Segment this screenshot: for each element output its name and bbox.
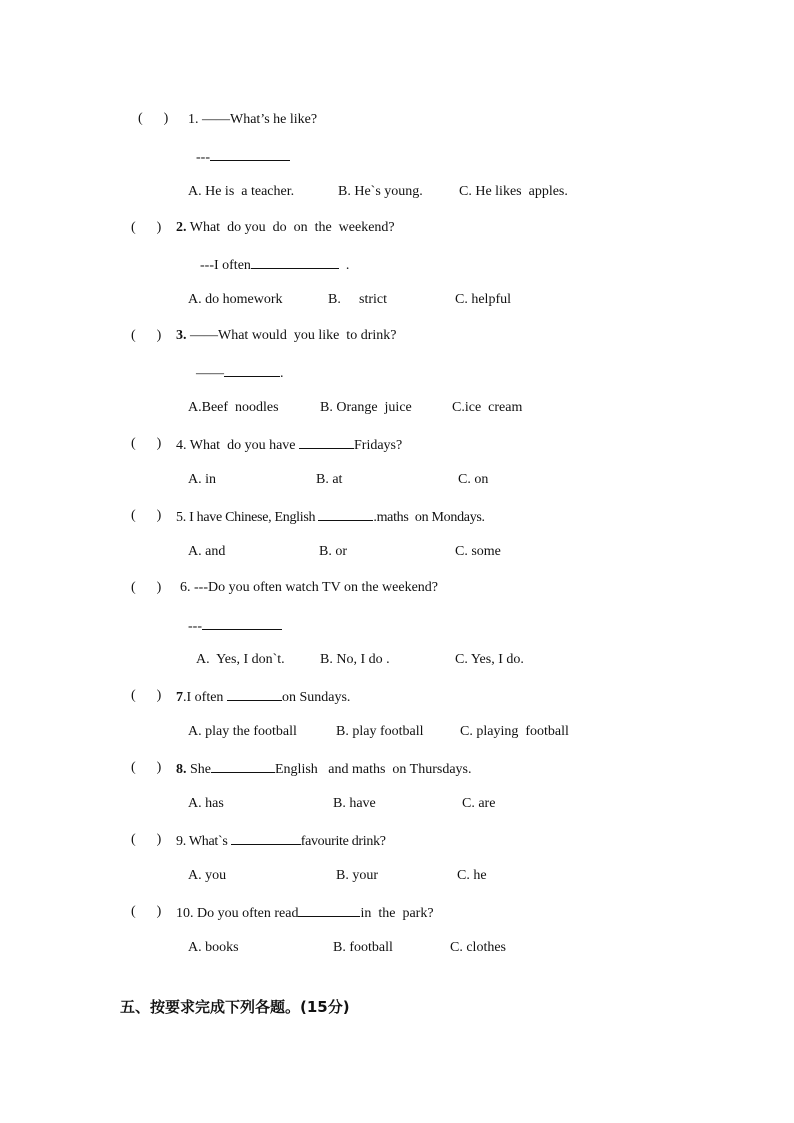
option-a: A. you — [188, 868, 227, 883]
question-number: 3. — [176, 328, 187, 343]
option-c: C. clothes — [450, 940, 506, 955]
option-a: A. has — [188, 796, 224, 811]
question-8 — [176, 760, 472, 778]
question-number: 7 — [176, 690, 183, 705]
answer-paren-2[interactable]: ( ) — [131, 220, 162, 235]
question-text: ---Do you often watch TV on the weekend? — [194, 580, 439, 595]
question-text: ——What would you like to drink? — [190, 328, 397, 343]
option-a: A.Beef noodles — [188, 400, 279, 415]
option-c: C. He likes apples. — [459, 184, 568, 199]
answer-blank[interactable] — [299, 436, 354, 449]
option-b: B. football — [333, 940, 393, 955]
answer-line-2 — [200, 256, 349, 274]
answer-blank[interactable] — [318, 508, 373, 521]
answer-blank[interactable] — [211, 760, 275, 773]
question-text: Do you often read — [197, 906, 299, 921]
option-b: B. He`s young. — [338, 184, 423, 199]
answer-prefix: —— — [196, 366, 224, 381]
question-text: What do you do on the weekend? — [189, 220, 395, 235]
option-c: C. he — [457, 868, 487, 883]
answer-prefix: --- — [188, 619, 202, 634]
question-9 — [176, 832, 386, 850]
answer-suffix: . — [345, 258, 350, 273]
question-5 — [176, 508, 485, 526]
question-text-after: in the park? — [360, 906, 434, 921]
option-b: B. or — [319, 544, 347, 559]
option-c: C. helpful — [455, 292, 511, 307]
answer-paren-9[interactable]: ( ) — [131, 832, 162, 847]
answer-line-6 — [188, 617, 282, 635]
question-text: What do you have — [189, 438, 296, 453]
question-10 — [176, 904, 434, 922]
question-number: 4. — [176, 438, 187, 453]
question-text: .I often — [183, 690, 224, 705]
question-text-after: .maths on Mondays. — [373, 510, 485, 525]
answer-blank[interactable] — [227, 688, 282, 701]
option-c: C.ice cream — [452, 400, 523, 415]
option-c: C. are — [462, 796, 496, 811]
question-text: What`s — [188, 834, 228, 849]
question-number: 8. — [176, 762, 187, 777]
option-a: A. in — [188, 472, 216, 487]
answer-line-1 — [196, 148, 290, 166]
option-a: A. He is a teacher. — [188, 184, 295, 199]
option-b: B. at — [316, 472, 343, 487]
question-3 — [176, 328, 396, 344]
question-1 — [188, 112, 317, 128]
option-b: B. play football — [336, 724, 424, 739]
question-4 — [176, 436, 402, 454]
option-b-text: strict — [359, 292, 387, 307]
answer-blank[interactable] — [224, 364, 280, 377]
question-number: 1. — [188, 112, 199, 127]
option-b: B. — [328, 292, 341, 307]
answer-prefix: --- — [196, 150, 210, 165]
answer-paren-3[interactable]: ( ) — [131, 328, 162, 343]
option-a: A. books — [188, 940, 239, 955]
question-number: 9. — [176, 834, 186, 849]
answer-blank[interactable] — [251, 256, 339, 269]
option-b: B. your — [336, 868, 378, 883]
option-a: A. do homework — [188, 292, 283, 307]
question-text: I have Chinese, English — [189, 510, 316, 525]
answer-blank[interactable] — [231, 832, 301, 845]
option-c: C. Yes, I do. — [455, 652, 524, 667]
option-c: C. on — [458, 472, 489, 487]
question-2 — [176, 220, 395, 236]
answer-paren-6[interactable]: ( ) — [131, 580, 162, 595]
option-a: A. Yes, I don`t. — [196, 652, 285, 667]
question-6 — [180, 580, 438, 596]
question-text: ——What’s he like? — [202, 112, 318, 127]
answer-blank[interactable] — [298, 904, 360, 917]
question-number: 6. — [180, 580, 191, 595]
question-text-after: on Sundays. — [281, 690, 351, 705]
question-text-after: Fridays? — [354, 438, 403, 453]
question-text-after: favourite drink? — [300, 834, 386, 849]
question-text-after: English and maths on Thursdays. — [275, 762, 472, 777]
answer-blank[interactable] — [202, 617, 282, 630]
question-7 — [176, 688, 350, 706]
answer-paren-1[interactable]: ( ) — [138, 111, 169, 126]
answer-line-3 — [196, 364, 284, 382]
question-text: She — [190, 762, 211, 777]
section-five-heading: 五、按要求完成下列各题。(15分) — [120, 998, 350, 1016]
answer-suffix: . — [280, 366, 284, 381]
option-c: C. playing football — [460, 724, 569, 739]
question-number: 2. — [176, 220, 187, 235]
question-number: 10. — [176, 906, 194, 921]
answer-paren-5[interactable]: ( ) — [131, 508, 162, 523]
option-b: B. have — [333, 796, 376, 811]
option-c: C. some — [455, 544, 501, 559]
answer-paren-10[interactable]: ( ) — [131, 904, 162, 919]
option-a: A. and — [188, 544, 226, 559]
answer-prefix: ---I often — [200, 258, 251, 273]
answer-paren-7[interactable]: ( ) — [131, 688, 162, 703]
question-number: 5. — [176, 510, 186, 525]
answer-blank[interactable] — [210, 148, 290, 161]
option-b: B. No, I do . — [320, 652, 390, 667]
option-b: B. Orange juice — [320, 400, 412, 415]
answer-paren-8[interactable]: ( ) — [131, 760, 162, 775]
option-a: A. play the football — [188, 724, 297, 739]
answer-paren-4[interactable]: ( ) — [131, 436, 162, 451]
